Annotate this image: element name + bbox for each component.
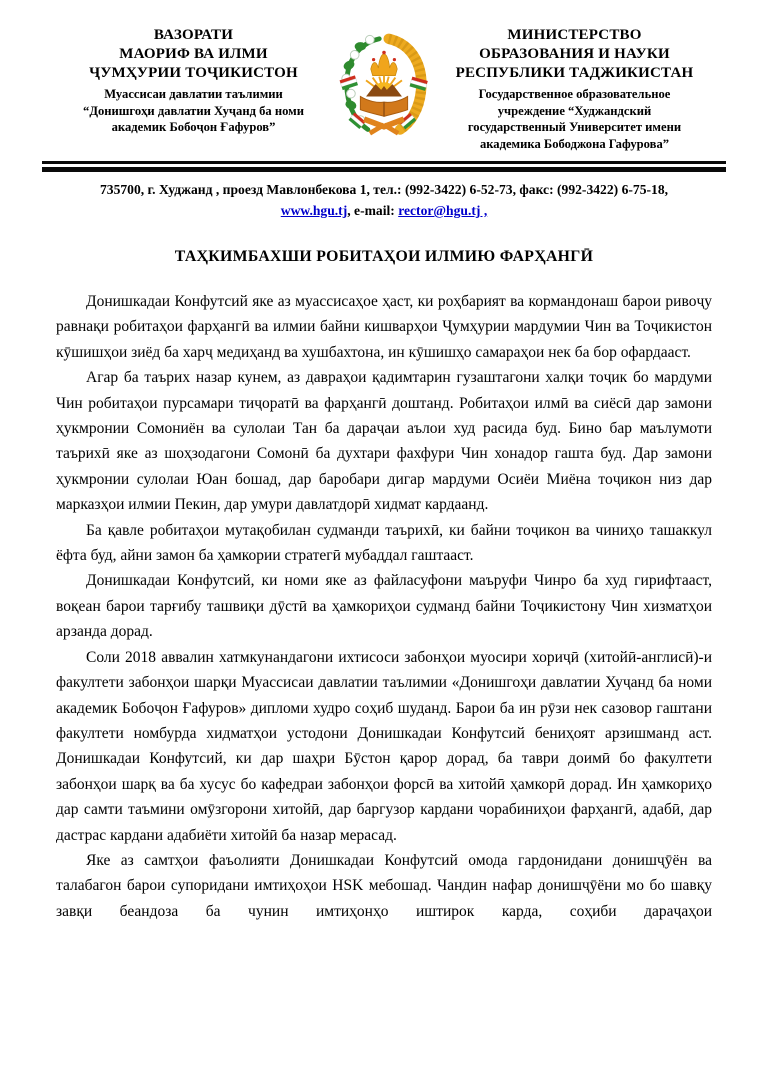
body-paragraph-4: Донишкадаи Конфутсий, ки номи яке аз файласуфони маъруфи Чинро ба худ гирифтааст, воқеан барои тарғибу ташвиқи дӯстӣ ва ҳамкориҳои судманд байни Тоҷикистону Чин хизматҳои арзанда дорад. bbox=[56, 572, 712, 641]
body-paragraph-6: Яке аз самтҳои фаъолияти Донишкадаи Конфутсий омода гардонидани донишҷӯён ва талабагон барои супоридани имтиҳоҳои HSK мебошад. Чандин нафар донишҷӯёни мо бо шавқу завқи беандоза ба чунин имтиҳонҳо иштирок карда, соҳиби дараҷаҳои bbox=[56, 851, 712, 920]
org-russian-subline: академика Бободжона Гафурова” bbox=[479, 136, 670, 151]
body-paragraph-2: Агар ба таърих назар кунем, аз давраҳои қадимтарин гузаштагони халқи тоҷик бо мардуми Чин робитаҳои пурсамари тиҷоратӣ ва фарҳангӣ доштанд. Робитаҳои илмӣ ва сиёсӣ дар замони ҳукмронии Сомониён ва сулолаи Тан ба дараҷаи аълои худ расида буд. Бино бар маълумоти таърихӣ яке аз шоҳзодагони Сомонӣ ба духтари фахфури Чин хонадор гашта буд. Дар замони ҳукмронии сулолаи Юан бошад, дар баробари дигар мардуми Осиёи Миёна тоҷикон низ дар марказҳои илмии Пекин, дар умури давлатдорӣ хидмат кардаанд. bbox=[56, 369, 712, 514]
trailing-comma: , bbox=[480, 203, 488, 218]
org-russian-subline: Государственное образовательное bbox=[478, 87, 671, 101]
crown-icon bbox=[371, 51, 397, 76]
document-body bbox=[56, 289, 712, 924]
body-paragraph-1: Донишкадаи Конфутсий яке аз муассисаҳое ҳаст, ки роҳбарият ва кормандонаш барои ривоҷу равнақи робитаҳои фарҳангӣ ва илмии байни кишварҳои Ҷумҳурии мардумии Чин ва Тоҷикистон кӯшишҳои зиёд ба харҷ медиҳанд ва хушбахтона, ин кӯшишҳо самараҳои нек ба бор офардааст. bbox=[56, 293, 712, 361]
org-tajik-line: ҶУМҲУРИИ ТОҶИКИСТОН bbox=[89, 65, 298, 81]
org-tajik-line: ВАЗОРАТИ bbox=[153, 27, 234, 43]
header-divider bbox=[42, 161, 726, 172]
org-russian-line: РЕСПУБЛИКИ ТАДЖИКИСТАН bbox=[455, 65, 694, 81]
contact-links-line bbox=[56, 200, 712, 221]
org-russian-line: ОБРАЗОВАНИЯ И НАУКИ bbox=[479, 46, 670, 62]
org-russian-subline: государственный Университет имени bbox=[467, 120, 682, 134]
email-label: , e-mail: bbox=[347, 203, 399, 218]
org-tajik-subline: академик Бобоҷон Ғафуров” bbox=[111, 120, 276, 134]
document-title: ТАҲКИМБАХШИ РОБИТАҲОИ ИЛМИЮ ФАРҲАНГӢ bbox=[174, 248, 594, 265]
org-russian-subline: учреждение “Худжандский bbox=[497, 103, 652, 118]
body-paragraph-3: Ба қавле робитаҳои мутақобилан судманди таърихӣ, ки байни тоҷикон ва чиниҳо ташаккул ёфта буд, айни замон ба ҳамкории стратегӣ мубаддал гаштааст. bbox=[56, 521, 712, 565]
email-link[interactable]: rector@hgu.tj bbox=[398, 203, 481, 218]
org-russian-line: МИНИСТЕРСТВО bbox=[507, 27, 642, 43]
body-paragraph-5: Соли 2018 аввалин хатмкунандагони ихтисоси забонҳои муосири хориҷӣ (хитойӣ-англисӣ)-и факултети забонҳои шарқи Муассисаи давлатии таълимии «Донишгоҳи давлатии Хуҷанд ба номи академик Бобоҷон Ғафуров» дипломи худро соҳиб шуданд. Барои ба ин рӯзи нек сазовор гаштани факултети номбурда хидматҳои устодони Донишкадаи Конфутсий бениҳоят арзишманд аст. Донишкадаи Конфутсий, ки дар шаҳри Бӯстон қарор дорад, ба таври доимӣ бо факултети забонҳои шарқ ва ба хусус бо кафедраи забонҳои форсӣ ва хитойӣ ҳамкорӣ дорад. Ин ҳамкориҳо дар самти таъмини омӯзгорони хитойӣ, дар баргузор кардани чорабиниҳои фарҳангӣ, адабӣ, дар дастрас кардани адабиёти хитойӣ ба назар мерасад. bbox=[56, 648, 712, 844]
org-tajik-line: МАОРИФ ВА ИЛМИ bbox=[119, 46, 268, 62]
emblem-container bbox=[331, 26, 437, 146]
website-link[interactable]: www.hgu.tj bbox=[280, 203, 348, 218]
divider-thick-line bbox=[42, 167, 726, 172]
org-name-russian bbox=[437, 26, 712, 152]
book-icon bbox=[360, 96, 407, 116]
contact-info bbox=[56, 179, 712, 221]
divider-thin-line bbox=[42, 161, 726, 164]
org-tajik-subline: Муассисаи давлатии таълимии bbox=[104, 87, 283, 101]
org-name-tajik bbox=[56, 26, 331, 136]
letterhead bbox=[56, 26, 712, 152]
contact-address-line: 735700, г. Худжанд , проезд Мавлонбекова 1, тел.: (992-3422) 6-52-73, факс: (992-3422) 6-75-18, bbox=[99, 182, 669, 197]
org-tajik-subline: “Донишгоҳи давлатии Хуҷанд ба номи bbox=[83, 103, 304, 118]
tajikistan-emblem-icon bbox=[332, 28, 436, 146]
